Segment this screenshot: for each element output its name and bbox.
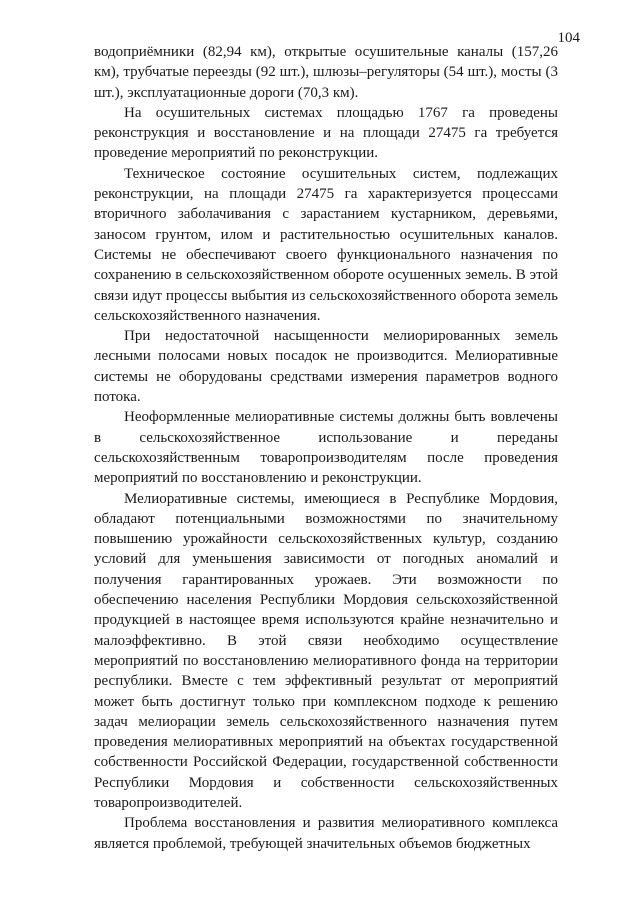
paragraph-5: Неоформленные мелиоративные системы должны быть вовлечены в сельскохозяйственное использование и переданы сельскохозяйственным товаропроизводителям после проведения мероприятий по восстановлению и реконструкции. — [94, 409, 558, 487]
paragraph-3: Техническое состояние осушительных систем, подлежащих реконструкции, на площади 27475 га характеризуется процессами вторичного заболачивания с зарастанием кустарником, деревьями, заносом грунтом, илом и растительностью осушительных каналов. Системы не обеспечивают своего функционального назначения по сохранению в сельскохозяйственном обороте осушенных земель. В этой связи идут процессы выбытия из сельскохозяйственного оборота земель сельскохозяйственного назначения. — [94, 165, 558, 324]
page-number: 104 — [557, 30, 580, 46]
paragraph-4: При недостаточной насыщенности мелиорированных земель лесными полосами новых посадок не производится. Мелиоративные системы не оборудованы средствами измерения параметров водного потока. — [94, 328, 558, 406]
paragraph-6: Мелиоративные системы, имеющиеся в Республике Мордовия, обладают потенциальными возможностями по значительному повышению урожайности сельскохозяйственных культур, созданию условий для уменьшения зависимости от погодных аномалий и получения гарантированных урожаев. Эти возможности по обеспечению населения Республики Мордовия сельскохозяйственной продукцией в настоящее время используются крайне незначительно и малоэффективно. В этой связи необходимо осуществление мероприятий по восстановлению мелиоративного фонда на территории республики. Вместе с тем эффективный результат от мероприятий может быть достигнут только при комплексном подходе к решению задач мелиорации земель сельскохозяйственного назначения путем проведения мелиоративных мероприятий на объектах государственной собственности Российской Федерации, государственной собственности Республики Мордовия и собственности сельскохозяйственных товаропроизводителей. — [94, 490, 558, 811]
body-text — [94, 42, 558, 854]
paragraph-1: водоприёмники (82,94 км), открытые осушительные каналы (157,26 км), трубчатые переезды (92 шт.), шлюзы–регуляторы (54 шт.), мосты (3 шт.), эксплуатационные дороги (70,3 км). — [94, 44, 558, 101]
paragraph-2: На осушительных системах площадью 1767 га проведены реконструкция и восстановление и на площади 27475 га требуется проведение мероприятий по реконструкции. — [94, 104, 558, 162]
paragraph-7: Проблема восстановления и развития мелиоративного комплекса является проблемой, требующей значительных объемов бюджетных — [94, 815, 558, 852]
